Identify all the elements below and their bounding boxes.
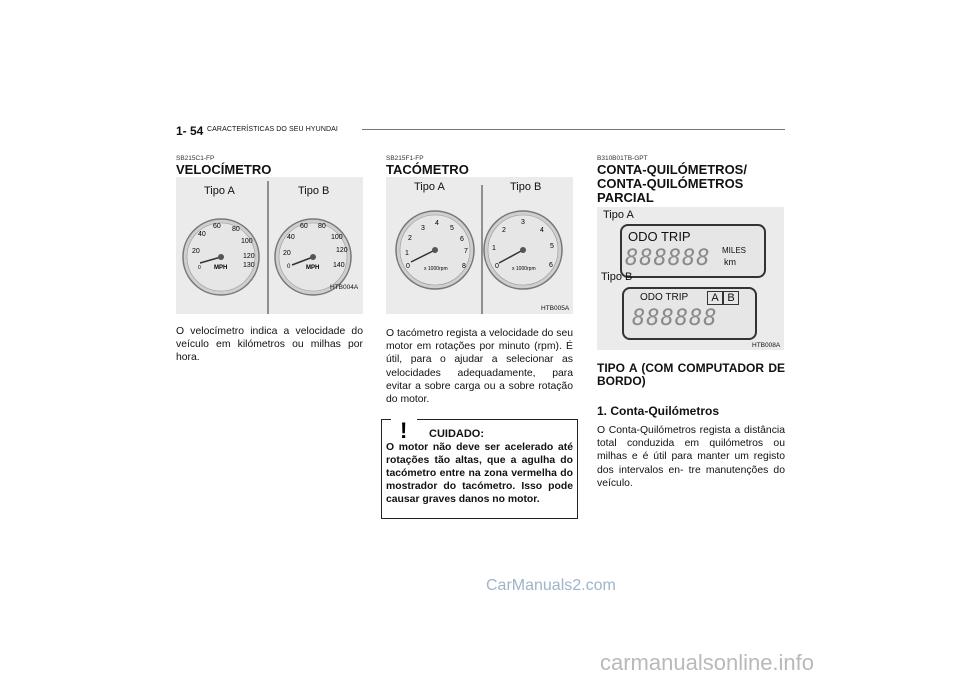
watermark-carmanualsonline: carmanualsonline.info [600,650,815,675]
tach-b-num: 3 [521,219,525,226]
odometer-display-a [620,224,766,278]
header-rule [362,129,785,130]
tach-a-num: 5 [450,225,454,232]
gauge-b-num: 140 [333,262,345,269]
odometer-subheading: TIPO A (COM COMPUTADOR DE BORDO) [597,361,785,388]
gauge-a-num: 80 [232,226,240,233]
speedometer-text: O velocímetro indica a velocidade do veículo em kilómetros ou milhas por hora. [176,326,363,364]
gauge-b-num: 20 [283,250,291,257]
odometer-heading: CONTA-QUILÓMETROS/ CONTA-QUILÓMETROS PARCIAL [597,162,747,205]
gauge-b-zero: 0 [287,264,291,270]
tachometer-text: O tacómetro regista a velocidade do seu motor em rotações por minuto (rpm). É útil, para o ajudar a selecionar as velocidades adequadamente, para evitar a sobre carga ou a sobre rotação do motor. [386,328,573,406]
speedometer-gauge-a [183,219,259,295]
tach-b-num: 2 [502,227,506,234]
gauge-a-num: 120 [243,253,255,260]
gauge-b-num: 40 [287,234,295,241]
caution-text: O motor não deve ser acelerado até rotações tão altas, que a agulha do tacómetro entre na zona vermelha do mostrador do tacómetro. Isso pode causar graves danos no motor. [386,442,573,505]
tachometer-type-b-label: Tipo B [510,181,542,193]
gauge-a-num: 40 [198,231,206,238]
tach-b-num: 4 [540,227,544,234]
speedometer-heading: VELOCÍMETRO [176,162,272,177]
tach-a-num: 2 [408,235,412,242]
caution-title: CUIDADO: [429,428,484,440]
odometer-figure-code: HTB008A [752,342,781,349]
tach-b-num: 1 [492,245,496,252]
tachometer-figure [386,177,573,314]
tachometer-gauge-a [396,211,474,289]
tach-a-num: 0 [406,263,410,270]
tach-a-num: 3 [421,225,425,232]
gauge-a-unit: MPH [214,265,228,271]
tachometer-gauge-b [484,211,562,289]
display-a-digits: 888888 [625,246,711,271]
tachometer-heading: TACÓMETRO [386,162,469,177]
speedometer-figure [176,177,363,314]
speedometer-type-b-label: Tipo B [298,185,330,197]
gauge-a-num: 60 [213,223,221,230]
gauge-b-unit: MPH [306,265,320,271]
display-a-miles: MILES [722,246,747,255]
caution-box [381,419,578,519]
gauge-a-zero: 0 [198,265,201,271]
tach-a-unit: x 1000rpm [424,266,448,272]
display-b-digits: 888888 [632,306,718,331]
gauge-b-num: 100 [331,234,343,241]
display-a-label: ODO TRIP [628,229,691,244]
odometer-type-a-label: Tipo A [603,209,634,221]
tach-b-unit: x 1000rpm [512,266,536,272]
tach-b-num: 6 [549,262,553,269]
odometer-display-b [622,287,757,340]
odometer-type-b-label: Tipo B [601,271,633,283]
tach-b-num: 0 [495,263,499,270]
odometer-text: O Conta-Quilómetros regista a distância total conduzida em quilómetros ou milhas e é útil para manter um registo dos intervalos en- tre manutenções do veículo. [597,425,785,489]
odometer-figure [597,207,784,350]
tach-a-num: 4 [435,220,439,227]
gauge-b-num: 60 [300,223,308,230]
tach-a-num: 6 [460,236,464,243]
display-a-km: km [724,257,736,267]
page-number: 1- 54 [176,124,204,138]
tachometer-code: SB215F1-FP [386,155,424,162]
display-b-a-indicator: A [707,291,723,305]
speedometer-type-a-label: Tipo A [204,185,235,197]
gauge-a-num: 100 [241,238,253,245]
odometer-code: B310B01TB-GPT [597,155,648,162]
display-b-label: ODO TRIP [640,292,689,303]
speedometer-figure-code: HTB004A [330,284,359,291]
gauge-b-num: 120 [336,247,348,254]
tach-b-num: 5 [550,243,554,250]
tach-a-num: 7 [464,248,468,255]
tachometer-figure-code: HTB005A [541,305,570,312]
watermark-carmanuals2: CarManuals2.com [486,577,616,594]
odometer-item-title: 1. Conta-Quilómetros [597,404,720,418]
speedometer-code: SB215C1-FP [176,155,215,162]
display-b-b-indicator: B [723,291,739,305]
tach-a-num: 8 [462,263,466,270]
gauge-a-num: 130 [243,262,255,269]
tachometer-type-a-label: Tipo A [414,181,445,193]
svg-text:!: ! [400,418,408,443]
gauge-b-num: 80 [318,223,326,230]
gauge-a-num: 20 [192,248,200,255]
section-title: CARACTERÍSTICAS DO SEU HYUNDAI [207,126,338,133]
tach-a-num: 1 [405,250,409,257]
warning-icon [391,417,417,443]
